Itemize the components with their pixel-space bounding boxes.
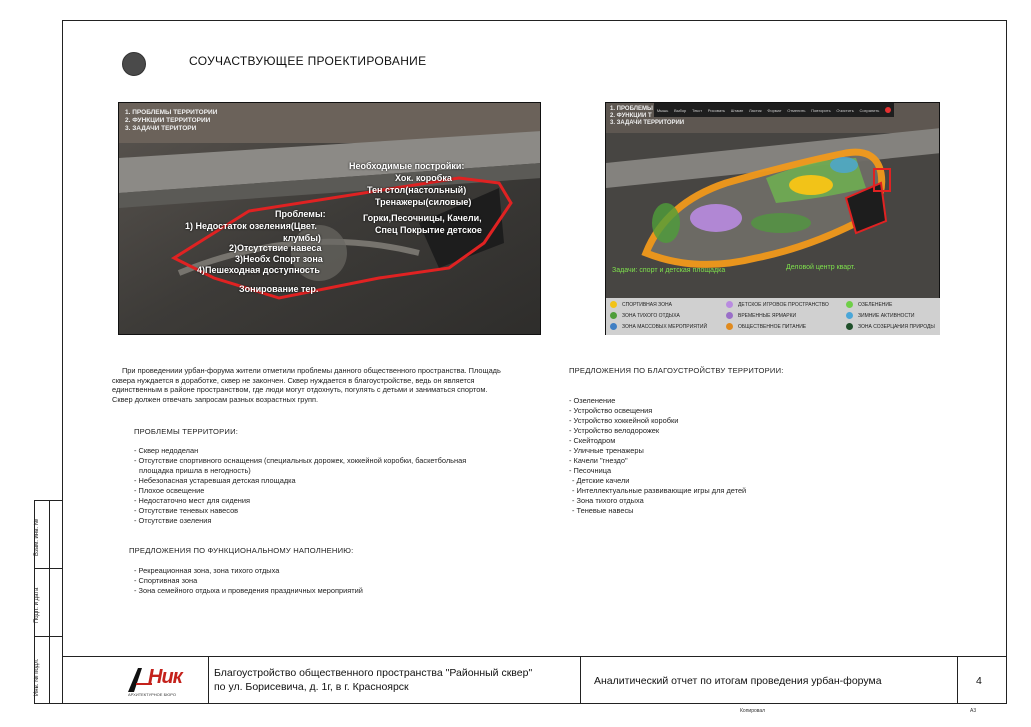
toolbar-item-3[interactable]: Текст xyxy=(691,107,703,113)
toolbar-close-icon[interactable] xyxy=(885,107,891,113)
list-item: площадка пришла в негодность) xyxy=(139,466,251,475)
map2-task-2: 2. ФУНКЦИИ Т xyxy=(610,113,652,119)
intro-line: единственным в районе пространством, где люди могут отдохнуть, погулять с детьми и заниматься спортом. xyxy=(112,385,488,395)
toolbar-item-5[interactable]: Штамп xyxy=(730,107,744,113)
legend-item: ОБЩЕСТВЕННОЕ ПИТАНИЕ xyxy=(726,323,806,330)
zoning-legend xyxy=(606,298,940,335)
legend-dot-icon xyxy=(846,301,853,308)
functional-list xyxy=(134,566,534,596)
company-logo xyxy=(122,662,202,698)
legend-dot-icon xyxy=(610,323,617,330)
problems-map-item-5: 4)Пешеходная доступность xyxy=(197,265,320,275)
problems-list xyxy=(134,446,534,526)
legend-item: СПОРТИВНАЯ ЗОНА xyxy=(610,301,672,308)
list-item: - Уличные тренажеры xyxy=(569,446,644,455)
list-item: - Сквер недоделан xyxy=(134,446,199,455)
problems-map-item-3: 2)Отсутствие навеса xyxy=(229,243,322,253)
legend-item: ВРЕМЕННЫЕ ЯРМАРКИ xyxy=(726,312,796,319)
intro-line: сквера нуждается в доработке, сквер не закончен. Сквер нуждается в благоустройстве, ведь он является xyxy=(112,375,475,385)
list-item: - Песочница xyxy=(569,466,612,475)
extras-item-2: Спец Покрытие детское xyxy=(375,225,482,235)
list-item: - Зона тихого отдыха xyxy=(572,496,644,505)
list-item: - Зона семейного отдыха и проведения праздничных мероприятий xyxy=(134,586,363,595)
toolbar-item-10[interactable]: Очистить xyxy=(836,107,854,113)
format-label: A3 xyxy=(970,708,977,714)
toolbar-item-11[interactable]: Сохранить xyxy=(859,107,880,113)
toolbar-item-8[interactable]: Отменить xyxy=(787,107,806,113)
list-item: - Недостаточно мест для сидения xyxy=(134,496,250,505)
logo-subtitle: АРХИТЕКТУРНОЕ БЮРО xyxy=(128,692,176,697)
toolbar-item-9[interactable]: Повторить xyxy=(811,107,831,113)
needed-title: Необходимые постройки: xyxy=(349,161,465,171)
list-item: - Небезопасная устаревшая детская площадка xyxy=(134,476,296,485)
legend-item: ОЗЕЛЕНЕНИЕ xyxy=(846,301,892,308)
toolbar-item-6[interactable]: Ластик xyxy=(748,107,762,113)
toolbar-item-4[interactable]: Рисовать xyxy=(707,107,726,113)
toolbar-item-7[interactable]: Формат xyxy=(767,107,782,113)
legend-item: ЗИМНИЕ АКТИВНОСТИ xyxy=(846,312,915,319)
report-title: Аналитический отчет по итогам проведения урбан-форума xyxy=(594,675,882,687)
side-label-sign: Подп. и дата xyxy=(34,587,40,623)
list-item: - Устройство велодорожек xyxy=(569,426,660,435)
list-item: - Скейтодром xyxy=(569,436,616,445)
list-item: - Устройство хоккейной коробки xyxy=(569,416,679,425)
problems-map-item-2: клумбы) xyxy=(283,233,321,243)
sheet-number: 4 xyxy=(976,675,982,687)
improvement-list xyxy=(569,396,929,516)
legend-dot-icon xyxy=(726,301,733,308)
side-stamp-strip xyxy=(34,500,62,704)
legend-dot-icon xyxy=(726,323,733,330)
map2-annotation-1: Задачи: спорт и детская площадка xyxy=(612,267,726,274)
intro-line: При проведениии урбан-форума жители отметили проблемы данного общественного пространства. Площадь xyxy=(122,366,501,375)
map-task-2: 2. ФУНКЦИИ ТЕРРИТОРИИ xyxy=(125,117,211,124)
legend-item: ЗОНА ТИХОГО ОТДЫХА xyxy=(610,312,680,319)
list-item: - Интеллектуальные развивающие игры для детей xyxy=(572,486,747,495)
legend-item: ЗОНА СОЗЕРЦАНИЯ ПРИРОДЫ xyxy=(846,323,935,330)
project-name-line2: по ул. Борисевича, д. 1г, в г. Красноярск xyxy=(214,681,409,693)
legend-item: ДЕТСКОЕ ИГРОВОЕ ПРОСТРАНСТВО xyxy=(726,301,829,308)
list-item: - Отсутствие спортивного оснащения (специальных дорожек, хоккейной коробки, баскетбольная xyxy=(134,456,467,465)
intro-line: Сквер должен отвечать запросам разных возрастных групп. xyxy=(112,394,319,404)
intro-paragraph xyxy=(112,366,552,404)
toolbar-item-2[interactable]: Выбор xyxy=(674,107,687,113)
functional-heading: ПРЕДЛОЖЕНИЯ ПО ФУНКЦИОНАЛЬНОМУ НАПОЛНЕНИЮ: xyxy=(129,546,354,555)
map2-annotation-2: Деловой центр кварт. xyxy=(786,264,856,271)
extras-item-1: Горки,Песочницы, Качели, xyxy=(363,213,482,223)
page-title: СОУЧАСТВУЮЩЕЕ ПРОЕКТИРОВАНИЕ xyxy=(189,54,427,68)
needed-item-2: Тен стол(настольный) xyxy=(367,185,467,195)
list-item: - Детские качели xyxy=(572,476,630,485)
side-label-inventory: Инв. № подл. xyxy=(34,658,40,696)
map-task-1: 1. ПРОБЛЕМЫ ТЕРРИТОРИИ xyxy=(125,109,218,116)
zoning-label: Зонирование тер. xyxy=(239,284,319,294)
header-circle-icon xyxy=(122,52,146,76)
toolbar-item-1[interactable]: Мышь xyxy=(656,107,669,113)
legend-dot-icon xyxy=(846,323,853,330)
list-item: - Озеленение xyxy=(569,396,616,405)
problems-heading: ПРОБЛЕМЫ ТЕРРИТОРИИ: xyxy=(134,427,239,436)
copied-label: Копировал xyxy=(740,708,766,714)
list-item: - Качели "гнездо" xyxy=(569,456,628,465)
legend-dot-icon xyxy=(610,301,617,308)
map2-task-3: 3. ЗАДАЧИ ТЕРРИТОРИИ xyxy=(610,120,685,126)
logo-text: Ник xyxy=(148,666,182,688)
side-label-replace: Взам. инв. № xyxy=(34,518,40,556)
improvement-heading: ПРЕДЛОЖЕНИЯ ПО БЛАГОУСТРОЙСТВУ ТЕРРИТОРИИ: xyxy=(569,366,784,375)
problems-map-item-1: 1) Недостаток озеления(Цвет. xyxy=(185,221,317,231)
annotation-toolbar xyxy=(654,103,894,117)
list-item: - Отсутствие теневых навесов xyxy=(134,506,239,515)
map-task-3: 3. ЗАДАЧИ ТЕРИТОРИ xyxy=(125,125,197,132)
list-item: - Отсутствие озеления xyxy=(134,516,212,525)
problems-map-image xyxy=(118,102,541,335)
legend-dot-icon xyxy=(846,312,853,319)
legend-dot-icon xyxy=(726,312,733,319)
list-item: - Теневые навесы xyxy=(572,506,634,515)
list-item: - Устройство освещения xyxy=(569,406,653,415)
problems-map-item-4: 3)Необх Спорт зона xyxy=(235,254,323,264)
needed-item-3: Тренажеры(силовые) xyxy=(375,197,472,207)
problems-map-title: Проблемы: xyxy=(275,209,326,219)
list-item: - Рекреационная зона, зона тихого отдыха xyxy=(134,566,280,575)
legend-dot-icon xyxy=(610,312,617,319)
list-item: - Плохое освещение xyxy=(134,486,205,495)
legend-item: ЗОНА МАССОВЫХ МЕРОПРИЯТИЙ xyxy=(610,323,707,330)
project-name-line1: Благоустройство общественного пространства "Районный сквер" xyxy=(214,667,533,679)
map2-task-1: 1. ПРОБЛЕМЫ xyxy=(610,106,653,112)
needed-item-1: Хок. коробка xyxy=(395,173,452,183)
list-item: - Спортивная зона xyxy=(134,576,198,585)
